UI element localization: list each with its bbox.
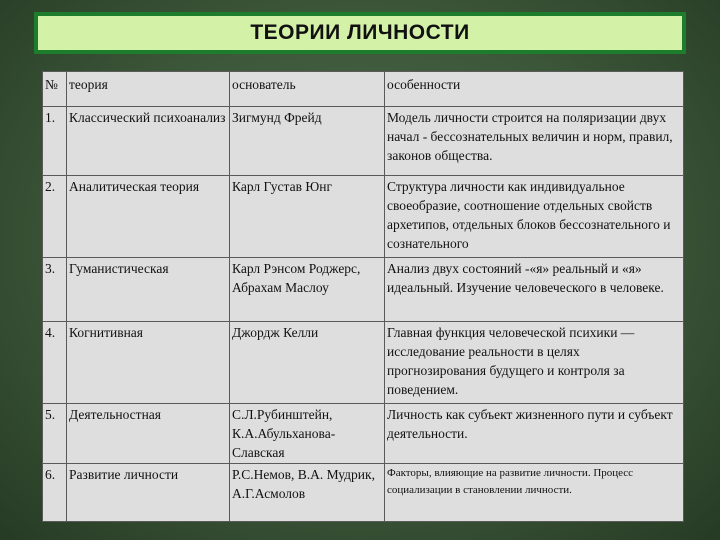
header-theory: теория xyxy=(67,72,230,107)
row-founder: Зигмунд Фрейд xyxy=(230,107,385,176)
table-row xyxy=(43,176,684,258)
row-number: 1. xyxy=(43,107,67,176)
table-row xyxy=(43,404,684,464)
row-feature: Анализ двух состояний -«я» реальный и «я» идеальный. Изучение человеческого в человеке. xyxy=(385,258,684,322)
row-feature: Факторы, влияющие на развитие личности. Процесс социализации в становлении личности. xyxy=(385,464,684,522)
row-theory: Классический психоанализ xyxy=(67,107,230,176)
page-title: ТЕОРИИ ЛИЧНОСТИ xyxy=(250,21,470,44)
row-founder: Р.С.Немов, В.А. Мудрик, А.Г.Асмолов xyxy=(230,464,385,522)
row-feature: Личность как субъект жизненного пути и субъект деятельности. xyxy=(385,404,684,464)
row-theory: Гуманистическая xyxy=(67,258,230,322)
table-header-row xyxy=(43,72,684,107)
row-number: 4. xyxy=(43,322,67,404)
row-founder: С.Л.Рубинштейн, К.А.Абульханова-Славская xyxy=(230,404,385,464)
row-feature: Модель личности строится на поляризации двух начал - бессознательных величин и норм, правил, законов общества. xyxy=(385,107,684,176)
row-number: 2. xyxy=(43,176,67,258)
row-theory: Деятельностная xyxy=(67,404,230,464)
row-number: 5. xyxy=(43,404,67,464)
table-row xyxy=(43,322,684,404)
table-row xyxy=(43,107,684,176)
row-theory: Аналитическая теория xyxy=(67,176,230,258)
row-theory: Развитие личности xyxy=(67,464,230,522)
row-theory: Когнитивная xyxy=(67,322,230,404)
title-banner xyxy=(34,12,686,54)
row-feature: Главная функция человеческой психики — исследование реальности в целях прогнозирования будущего и контроля за поведением. xyxy=(385,322,684,404)
row-feature: Структура личности как индивидуальное своеобразие, соотношение отдельных свойств архетипов, отдельных блоков бессознательного и сознательного xyxy=(385,176,684,258)
header-feature: особенности xyxy=(385,72,684,107)
row-number: 3. xyxy=(43,258,67,322)
table-row xyxy=(43,258,684,322)
row-founder: Карл Рэнсом Роджерс, Абрахам Маслоу xyxy=(230,258,385,322)
table-row xyxy=(43,464,684,522)
row-founder: Джордж Келли xyxy=(230,322,385,404)
header-number: № xyxy=(43,72,67,107)
header-founder: основатель xyxy=(230,72,385,107)
theories-table xyxy=(42,71,684,522)
row-founder: Карл Густав Юнг xyxy=(230,176,385,258)
row-number: 6. xyxy=(43,464,67,522)
